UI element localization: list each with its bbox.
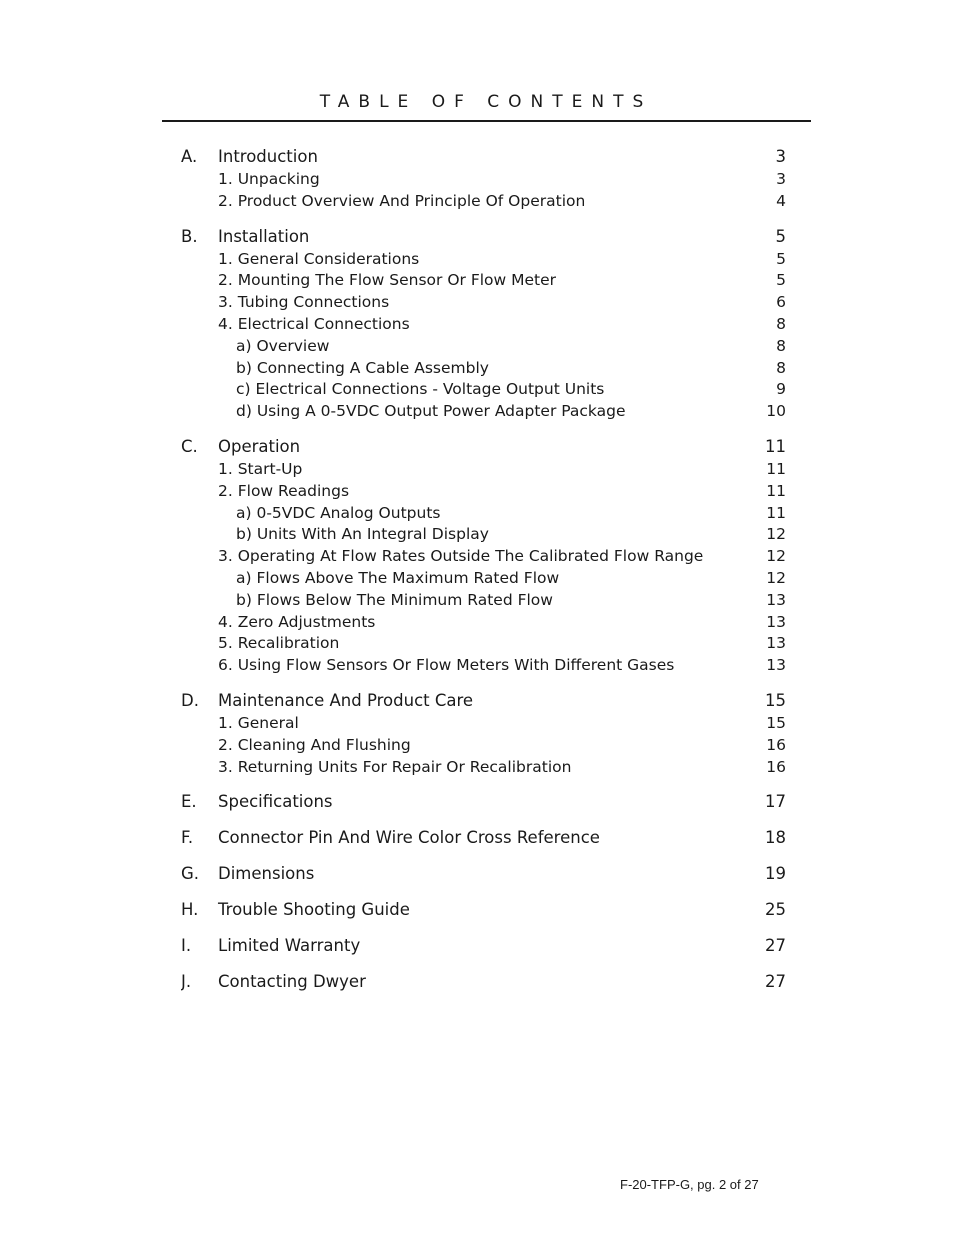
toc-entry-page: 15	[765, 690, 786, 710]
toc-subentry-label: 1. General Considerations	[218, 249, 420, 268]
toc-entry-page: 3	[775, 147, 786, 166]
title-divider	[162, 120, 811, 122]
toc-entry-letter: D.	[181, 690, 199, 710]
toc-entry-letter: I.	[181, 936, 192, 956]
toc-section	[181, 225, 786, 423]
table-of-contents	[181, 145, 786, 1006]
toc-subentry-label: b) Units With An Integral Display	[236, 525, 489, 544]
toc-subentry[interactable]	[181, 735, 786, 757]
toc-subentry-label: a) Flows Above The Maximum Rated Flow	[236, 568, 560, 587]
toc-subentry-label: 1. Start-Up	[218, 459, 303, 478]
toc-entry-page: 27	[765, 972, 786, 992]
toc-entry-letter: H.	[181, 900, 199, 920]
toc-entry[interactable]	[181, 689, 786, 713]
toc-entry[interactable]	[181, 934, 786, 958]
toc-subentry[interactable]	[181, 314, 786, 336]
toc-entry-page: 11	[765, 436, 786, 456]
toc-entry-label: Specifications	[218, 792, 333, 812]
toc-subentry[interactable]	[181, 249, 786, 271]
toc-section	[181, 689, 786, 778]
toc-subentry[interactable]	[181, 169, 786, 191]
toc-subentry[interactable]	[181, 191, 786, 213]
toc-entry-letter: G.	[181, 864, 200, 884]
toc-section	[181, 862, 786, 886]
toc-subentry[interactable]	[181, 358, 786, 380]
toc-entry-label: Connector Pin And Wire Color Cross Reference	[218, 828, 600, 848]
page-title: TABLE OF CONTENTS	[319, 92, 653, 112]
toc-entry-label: Limited Warranty	[218, 936, 361, 956]
toc-subentry[interactable]	[181, 612, 786, 634]
toc-entry-label: Maintenance And Product Care	[218, 690, 474, 710]
toc-subentry[interactable]	[181, 524, 786, 546]
toc-subentry-label: 1. General	[218, 713, 299, 732]
toc-entry-label: Dimensions	[218, 864, 315, 884]
toc-entry-letter: J.	[181, 972, 192, 992]
toc-subentry-page: 16	[766, 757, 786, 776]
toc-subentry-label: b) Connecting A Cable Assembly	[236, 358, 489, 377]
toc-entry[interactable]	[181, 435, 786, 459]
toc-subentry-page: 8	[776, 358, 786, 377]
toc-subentry-page: 8	[776, 336, 786, 355]
toc-subentry-label: a) Overview	[236, 336, 330, 355]
toc-section	[181, 934, 786, 958]
toc-entry-letter: A.	[181, 147, 198, 166]
toc-entry-page: 5	[775, 226, 786, 246]
toc-subentry-page: 5	[776, 249, 786, 268]
toc-entry-page: 27	[765, 936, 786, 956]
toc-subentry[interactable]	[181, 546, 786, 568]
toc-entry-letter: B.	[181, 226, 198, 246]
toc-subentry-label: 2. Cleaning And Flushing	[218, 735, 411, 754]
toc-subentry[interactable]	[181, 568, 786, 590]
toc-entry-letter: C.	[181, 436, 198, 456]
toc-subentry-label: 3. Operating At Flow Rates Outside The Calibrated Flow Range	[218, 547, 704, 566]
toc-entry-letter: E.	[181, 792, 197, 812]
toc-entry[interactable]	[181, 225, 786, 249]
toc-entry-label: Installation	[218, 226, 310, 246]
toc-subentry-page: 3	[776, 170, 786, 188]
toc-subentry-page: 4	[776, 191, 786, 210]
toc-subentry-page: 8	[776, 314, 786, 333]
toc-subentry-page: 12	[766, 547, 786, 566]
toc-subentry[interactable]	[181, 713, 786, 735]
toc-subentry-page: 11	[766, 503, 786, 522]
toc-subentry-page: 13	[766, 634, 786, 653]
toc-entry[interactable]	[181, 970, 786, 994]
toc-section	[181, 970, 786, 994]
toc-subentry-label: 6. Using Flow Sensors Or Flow Meters With Different Gases	[218, 656, 675, 675]
toc-subentry-page: 12	[766, 568, 786, 587]
toc-subentry[interactable]	[181, 757, 786, 779]
toc-subentry-label: 2. Flow Readings	[218, 481, 350, 500]
toc-subentry-page: 9	[776, 380, 786, 399]
toc-subentry[interactable]	[181, 459, 786, 481]
toc-entry-label: Contacting Dwyer	[218, 972, 366, 992]
toc-entry[interactable]	[181, 826, 786, 850]
toc-subentry-label: b) Flows Below The Minimum Rated Flow	[236, 590, 553, 609]
toc-entry-page: 19	[765, 864, 786, 884]
toc-subentry[interactable]	[181, 590, 786, 612]
toc-subentry-page: 11	[766, 459, 786, 478]
toc-subentry[interactable]	[181, 336, 786, 358]
toc-subentry[interactable]	[181, 379, 786, 401]
toc-section	[181, 898, 786, 922]
toc-entry-page: 25	[765, 900, 786, 920]
toc-subentry[interactable]	[181, 481, 786, 503]
toc-entry[interactable]	[181, 898, 786, 922]
toc-subentry-label: 4. Electrical Connections	[218, 314, 410, 333]
toc-subentry[interactable]	[181, 270, 786, 292]
toc-subentry-page: 13	[766, 590, 786, 609]
page-footer: F-20-TFP-G, pg. 2 of 27	[620, 1177, 759, 1192]
toc-entry-label: Operation	[218, 436, 301, 456]
toc-section	[181, 826, 786, 850]
toc-entry[interactable]	[181, 790, 786, 814]
toc-subentry[interactable]	[181, 401, 786, 423]
toc-section	[181, 435, 786, 677]
toc-subentry-page: 5	[776, 271, 786, 290]
toc-subentry-label: 2. Product Overview And Principle Of Operation	[218, 191, 586, 210]
toc-subentry-label: 3. Tubing Connections	[218, 293, 390, 312]
toc-entry-page: 17	[765, 792, 786, 812]
toc-subentry-label: a) 0-5VDC Analog Outputs	[236, 503, 441, 522]
toc-subentry[interactable]	[181, 503, 786, 525]
toc-entry-letter: F.	[181, 828, 194, 848]
toc-subentry-label: d) Using A 0-5VDC Output Power Adapter Package	[236, 402, 626, 421]
toc-subentry[interactable]	[181, 292, 786, 314]
toc-subentry[interactable]	[181, 655, 786, 677]
toc-entry-label: Trouble Shooting Guide	[218, 900, 410, 920]
toc-subentry-page: 13	[766, 612, 786, 631]
toc-subentry-label: 4. Zero Adjustments	[218, 612, 376, 631]
toc-subentry-page: 15	[766, 713, 786, 732]
toc-subentry-page: 16	[766, 735, 786, 754]
toc-subentry-page: 10	[766, 402, 786, 421]
toc-subentry-label: 3. Returning Units For Repair Or Recalibration	[218, 757, 572, 776]
toc-entry-page: 18	[765, 828, 786, 848]
toc-entry[interactable]	[181, 145, 786, 169]
toc-section	[181, 145, 786, 213]
toc-subentry-page: 13	[766, 656, 786, 675]
toc-subentry-label: 5. Recalibration	[218, 634, 340, 653]
toc-subentry-page: 6	[776, 293, 786, 312]
toc-section	[181, 790, 786, 814]
toc-subentry[interactable]	[181, 633, 786, 655]
toc-entry-label: Introduction	[218, 147, 318, 166]
toc-subentry-label: 2. Mounting The Flow Sensor Or Flow Meter	[218, 271, 557, 290]
toc-subentry-page: 12	[766, 525, 786, 544]
toc-entry[interactable]	[181, 862, 786, 886]
toc-subentry-page: 11	[766, 481, 786, 500]
toc-subentry-label: c) Electrical Connections - Voltage Output Units	[236, 380, 605, 399]
toc-subentry-label: 1. Unpacking	[218, 170, 320, 188]
